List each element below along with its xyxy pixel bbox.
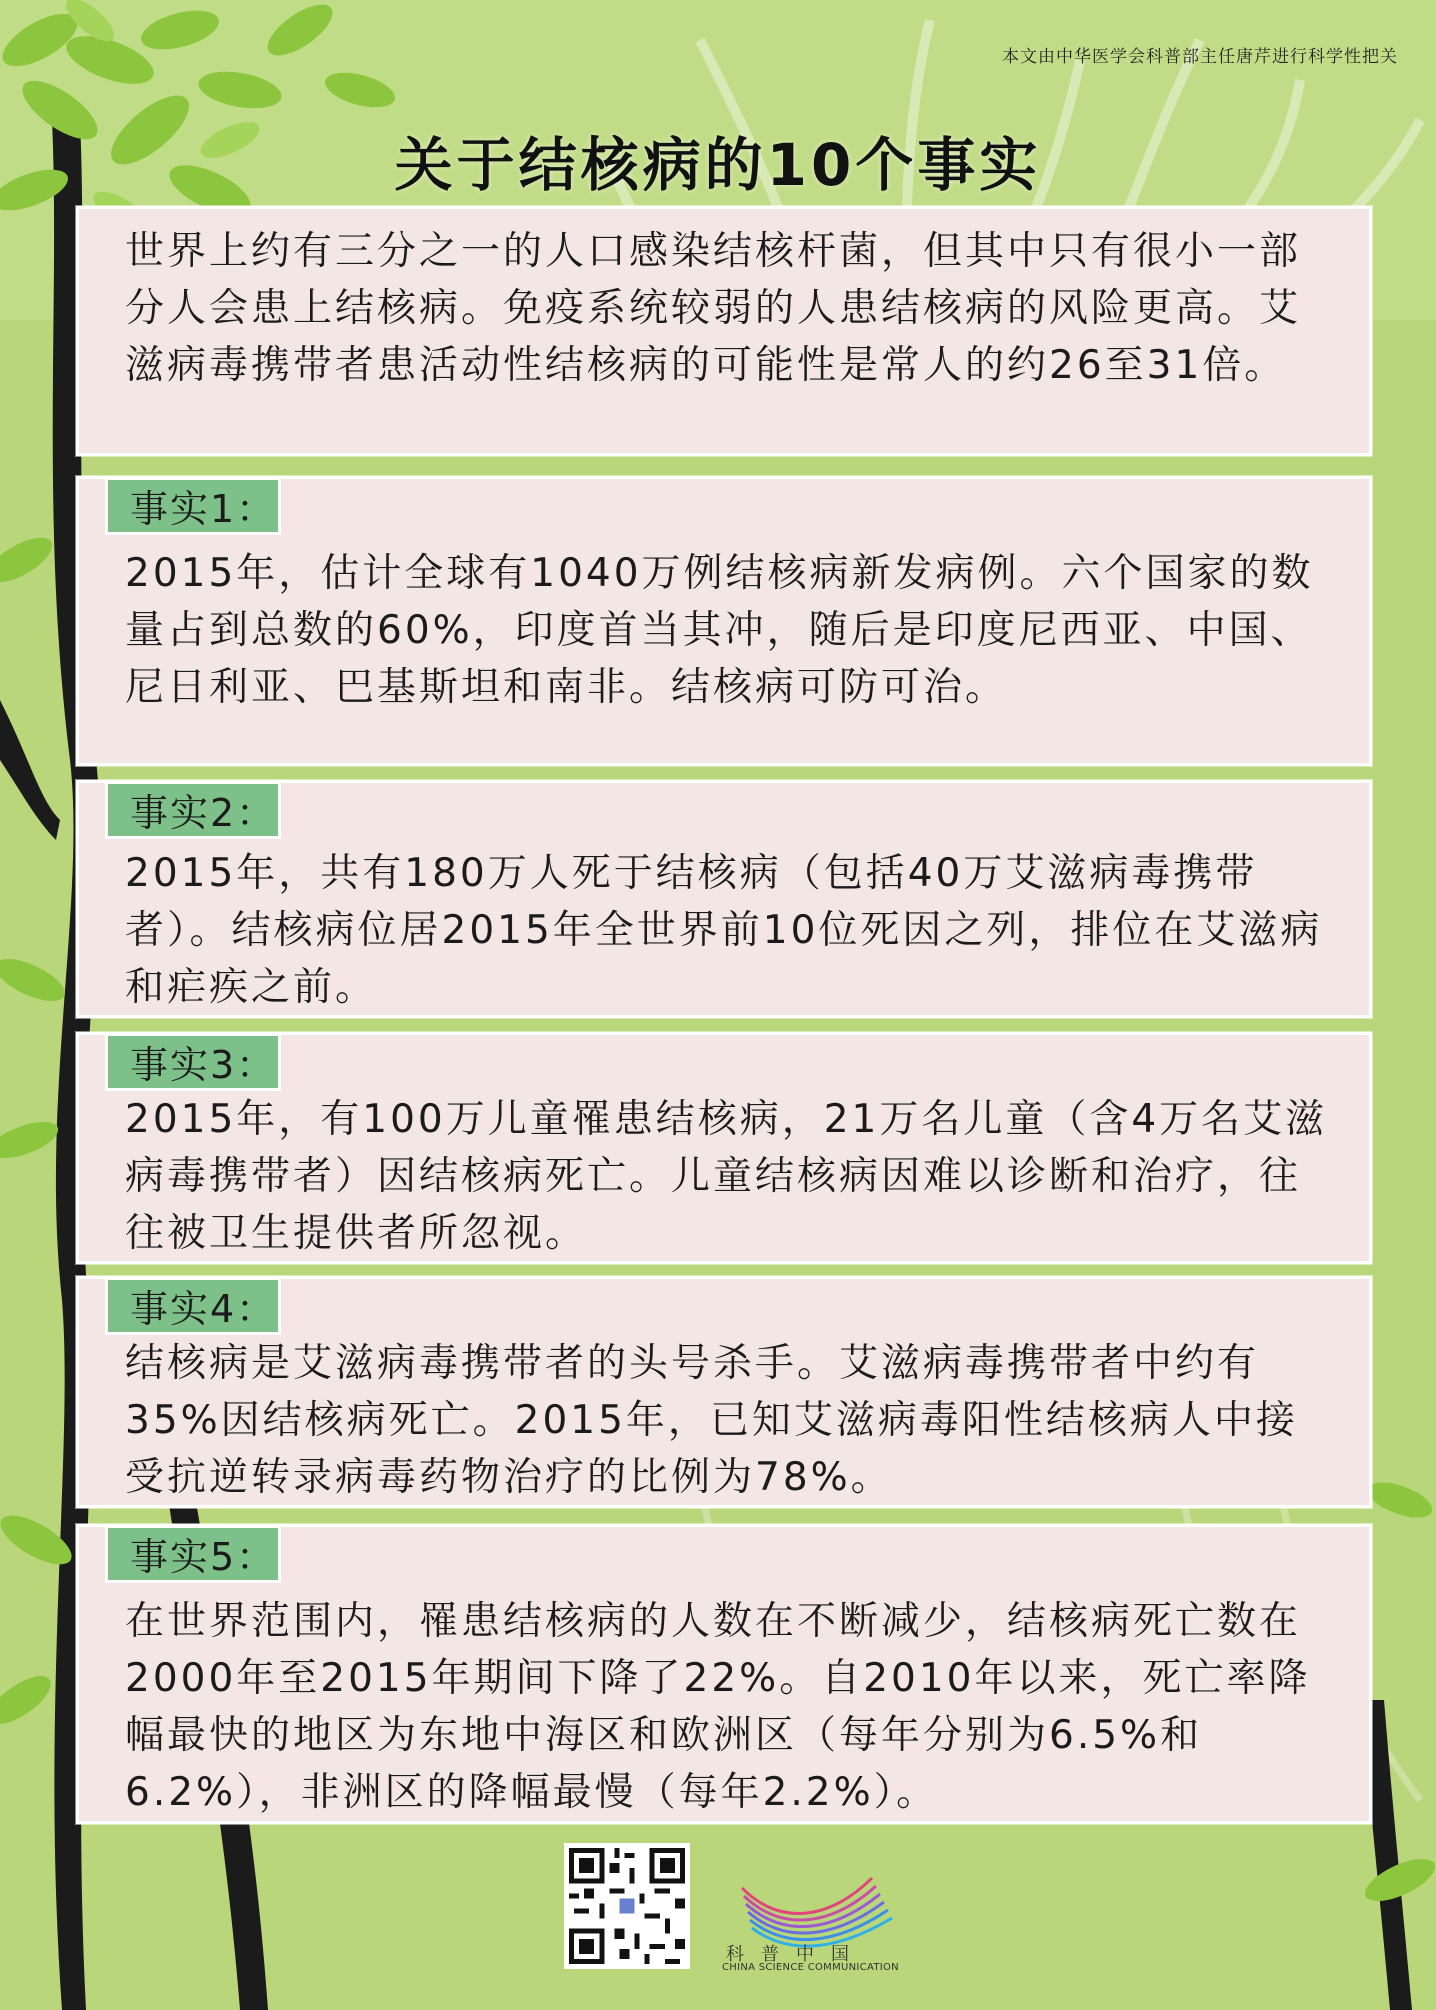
fact-box-3 xyxy=(76,1032,1372,1264)
fact-label-2: 事实2： xyxy=(105,781,281,839)
fact-box-1 xyxy=(76,476,1372,766)
review-credit-note: 本文由中华医学会科普部主任唐芹进行科学性把关 xyxy=(1002,47,1398,67)
intro-text: 世界上约有三分之一的人口感染结核杆菌，但其中只有很小一部分人会患上结核病。免疫系统较弱的人患结核病的风险更高。艾滋病毒携带者患活动性结核病的可能性是常人的约26至31倍。 xyxy=(125,229,1302,388)
page-title: 关于结核病的10个事实 xyxy=(394,131,1042,199)
fact-label-5: 事实5： xyxy=(105,1525,281,1583)
fact-text-4: 结核病是艾滋病毒携带者的头号杀手。艾滋病毒携带者中约有35%因结核病死亡。2015年，已知艾滋病毒阳性结核病人中接受抗逆转录病毒药物治疗的比例为78%。 xyxy=(125,1341,1298,1500)
fact-text-2: 2015年，共有180万人死于结核病（包括40万艾滋病毒携带者）。结核病位居2015年全世界前10位死因之列，排位在艾滋病和疟疾之前。 xyxy=(125,851,1323,1010)
fact-text-3: 2015年，有100万儿童罹患结核病，21万名儿童（含4万名艾滋病毒携带者）因结核病死亡。儿童结核病因难以诊断和治疗，往往被卫生提供者所忽视。 xyxy=(125,1097,1328,1256)
fact-box-5 xyxy=(76,1524,1372,1824)
fact-box-2 xyxy=(76,780,1372,1018)
logo-english-text: CHINA SCIENCE COMMUNICATION xyxy=(722,1962,899,1973)
fact-label-1: 事实1： xyxy=(105,477,281,535)
qr-code-icon[interactable] xyxy=(564,1843,690,1969)
fact-text-5: 在世界范围内，罹患结核病的人数在不断减少，结核病死亡数在2000年至2015年期间下降了22%。自2010年以来，死亡率降幅最快的地区为东地中海区和欧洲区（每年分别为6.5%和6.2%），非洲区的降幅最慢（每年2.2%）。 xyxy=(125,1599,1311,1815)
fact-text-1: 2015年，估计全球有1040万例结核病新发病例。六个国家的数量占到总数的60%，印度首当其冲，随后是印度尼西亚、中国、尼日利亚、巴基斯坦和南非。结核病可防可治。 xyxy=(125,551,1314,710)
logo-chinese-text: 科普中国 xyxy=(726,1944,866,1965)
fact-box-4 xyxy=(76,1276,1372,1508)
fact-label-3: 事实3： xyxy=(105,1033,281,1091)
intro-box xyxy=(76,206,1372,456)
fact-label-4: 事实4： xyxy=(105,1277,281,1335)
